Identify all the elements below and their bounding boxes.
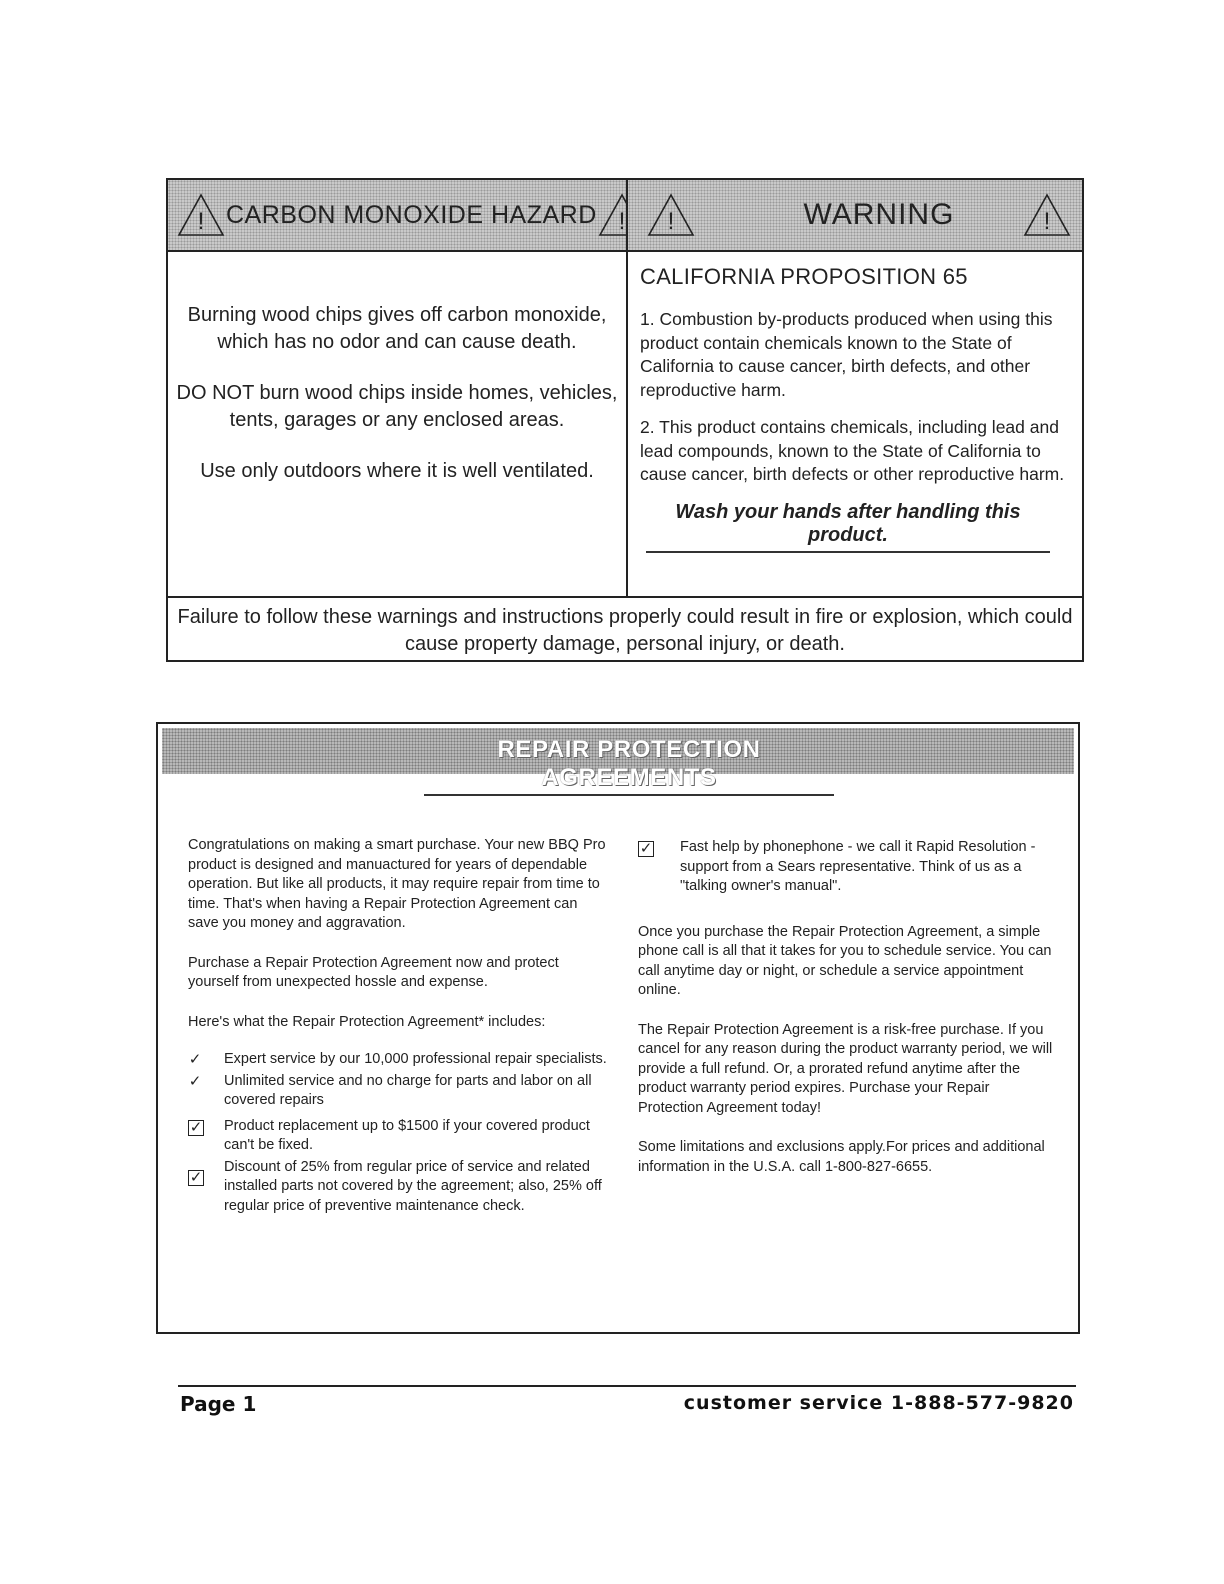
warning-triangle-icon — [646, 192, 696, 238]
failure-warning: Failure to follow these warnings and instructions properly could result in fire or explosion, which could cause property damage, personal injury, or death. — [168, 596, 1082, 660]
list-item — [188, 1072, 608, 1111]
customer-service-phone: customer service 1-888-577-9820 — [683, 1392, 1074, 1414]
benefit-text: Expert service by our 10,000 professional repair specialists. — [224, 1051, 607, 1067]
co-hazard-header — [168, 180, 628, 252]
repair-header-band — [162, 728, 1074, 791]
repair-right-column — [638, 838, 1058, 1177]
repair-risk-free: The Repair Protection Agreement is a risk-free purchase. If you cancel for any reason during the product warranty period, we will provide a full refund. Or, a prorated refund anytime after the product warranty period expires. Purchase your Repair Protection Agreement today! — [638, 1021, 1053, 1116]
warning-header — [628, 180, 1082, 252]
list-item — [638, 838, 1058, 897]
warning-body — [628, 252, 1082, 596]
footer-divider — [178, 1385, 1076, 1387]
warning-triangle-icon — [176, 192, 226, 238]
fast-help-text: Fast help by phonephone - we call it Rapid Resolution - support from a Sears representative. Think of us as a "talking owner's manual". — [680, 839, 1036, 894]
co-hazard-title: CARBON MONOXIDE HAZARD — [226, 200, 597, 229]
svg-text:!: ! — [197, 208, 205, 235]
svg-text:!: ! — [1043, 208, 1051, 235]
co-hazard-text-3: Use only outdoors where it is well ventilated. — [200, 460, 594, 482]
list-item — [188, 1117, 608, 1156]
page-number: Page 1 — [180, 1392, 257, 1416]
svg-text:!: ! — [618, 208, 626, 235]
list-item — [188, 1158, 608, 1217]
co-hazard-text-1: Burning wood chips gives off carbon monoxide, which has no odor and can cause death. — [187, 304, 607, 353]
repair-protection-section — [156, 722, 1080, 1334]
wash-hands-notice: Wash your hands after handling this product. — [646, 501, 1050, 553]
list-item — [188, 1050, 608, 1070]
repair-limitations: Some limitations and exclusions apply.For prices and additional information in the U.S.A. call 1-800-827-6655. — [638, 1139, 1045, 1175]
benefit-text: Product replacement up to $1500 if your covered product can't be fixed. — [224, 1117, 590, 1153]
repair-includes: Here's what the Repair Protection Agreement* includes: — [188, 1013, 546, 1030]
benefit-text: Unlimited service and no charge for parts and labor on all covered repairs — [224, 1072, 592, 1108]
prop65-item-1: 1. Combustion by-products produced when using this product contain chemicals known to the State of California to cause cancer, birth defects, and other reproductive harm. — [640, 309, 1053, 400]
checkbox-checked-icon: ✓ — [189, 1118, 203, 1136]
repair-left-column — [188, 836, 608, 1216]
prop65-title: CALIFORNIA PROPOSITION 65 — [640, 264, 968, 289]
co-hazard-body — [168, 252, 628, 596]
warning-triangle-icon — [1022, 192, 1072, 238]
warning-table — [166, 178, 1084, 662]
checkbox-checked-icon: ✓ — [188, 1072, 202, 1090]
prop65-item-2: 2. This product contains chemicals, including lead and lead compounds, known to the State of California to cause cancer, birth defects or other reproductive harm. — [640, 417, 1065, 484]
checkbox-checked-icon: ✓ — [189, 1168, 203, 1186]
svg-text:!: ! — [667, 208, 675, 235]
benefit-text: Discount of 25% from regular price of service and related installed parts not covered by the agreement; also, 25% off regular price of preventive maintenance check. — [224, 1158, 602, 1214]
warning-title: WARNING — [803, 198, 955, 231]
co-hazard-text-2: DO NOT burn wood chips inside homes, vehicles, tents, garages or any enclosed areas. — [176, 382, 618, 431]
repair-once: Once you purchase the Repair Protection Agreement, a simple phone call is all that it takes for you to schedule service. You can call anytime day or night, or schedule a service appointment online. — [638, 923, 1052, 998]
repair-title: REPAIR PROTECTION AGREEMENTS — [424, 736, 834, 796]
repair-purchase: Purchase a Repair Protection Agreement now and protect yourself from unexpected hossle and expense. — [188, 954, 559, 990]
repair-intro: Congratulations on making a smart purchase. Your new BBQ Pro product is designed and manuactured for years of dependable operation. But like all products, it may require repair from time to time. That's when having a Repair Protection Agreement can save you money and aggravation. — [188, 837, 606, 931]
checkbox-checked-icon: ✓ — [639, 840, 653, 857]
checkbox-checked-icon: ✓ — [188, 1051, 202, 1068]
